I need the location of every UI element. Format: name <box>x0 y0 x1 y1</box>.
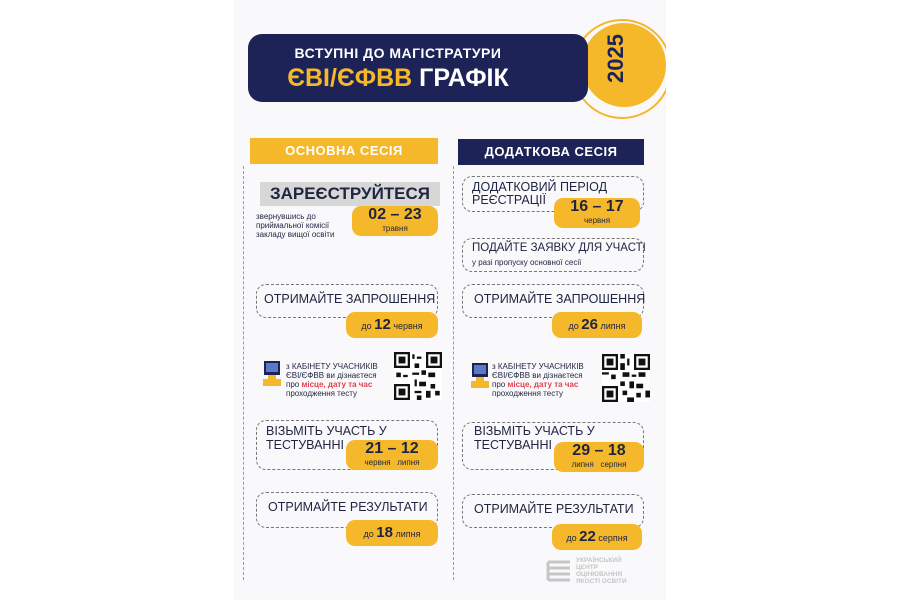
org-line-3: ОЦІНЮВАННЯ <box>576 571 623 578</box>
register-dates-pill <box>352 206 438 236</box>
main-results-month: липня <box>395 529 421 539</box>
main-testing-dates: 21 – 12 <box>365 440 419 457</box>
extra-session-title: ДОДАТКОВА СЕСІЯ <box>458 139 644 165</box>
extra-registration-pill <box>554 198 640 228</box>
extra-results-date: 22 <box>579 528 596 545</box>
extra-cabinet-text <box>492 362 612 398</box>
main-testing-title-1: ВІЗЬМІТЬ УЧАСТЬ У <box>266 424 387 438</box>
main-cabinet-line3 <box>286 380 404 389</box>
extra-results-pill <box>552 524 642 550</box>
extra-cabinet-line1: з КАБІНЕТУ УЧАСНИКІВ <box>492 362 584 371</box>
main-timeline <box>243 166 244 580</box>
header-title <box>248 64 548 93</box>
extra-testing-dates: 29 – 18 <box>572 442 626 459</box>
main-invitation-pill <box>346 312 438 338</box>
cabinet-icon <box>262 360 282 388</box>
main-results-title: ОТРИМАЙТЕ РЕЗУЛЬТАТИ <box>268 500 428 514</box>
main-cabinet-line1: з КАБІНЕТУ УЧАСНИКІВ <box>286 362 378 371</box>
main-testing-month-2: липня <box>397 458 420 467</box>
extra-qr-code[interactable] <box>602 354 650 402</box>
extra-registration-title-2: РЕЄСТРАЦІЇ <box>472 193 546 207</box>
main-testing-title-2: ТЕСТУВАННІ <box>266 438 344 452</box>
main-cabinet-line3-pre: про <box>286 380 300 389</box>
main-invitation-date: 12 <box>374 316 391 333</box>
header-title-highlight: ЄВІ/ЄФВВ <box>287 64 413 92</box>
main-testing-months <box>346 458 438 467</box>
extra-cabinet-line2: ЄВІ/ЄФВВ ви дізнаєтеся <box>492 371 583 380</box>
main-cabinet-line2: ЄВІ/ЄФВВ ви дізнаєтеся <box>286 371 377 380</box>
register-note: звернувшись до приймальної комісії закладу вищої освіти <box>256 212 335 239</box>
extra-registration-title-1: ДОДАТКОВИЙ ПЕРІОД <box>472 180 608 194</box>
extra-invitation-pill <box>552 312 642 338</box>
main-results-pill <box>346 520 438 546</box>
register-month: травня <box>382 224 408 233</box>
extra-results-title: ОТРИМАЙТЕ РЕЗУЛЬТАТИ <box>474 502 634 516</box>
extra-invitation-prefix: до <box>568 321 579 331</box>
extra-cabinet-line3-pre: про <box>492 380 506 389</box>
extra-testing-title-1: ВІЗЬМІТЬ УЧАСТЬ У <box>474 424 595 438</box>
org-line-2: ЦЕНТР <box>576 564 599 571</box>
extra-results-month: серпня <box>598 533 628 543</box>
organization-name <box>576 557 627 585</box>
main-qr-code[interactable] <box>394 352 442 400</box>
main-cabinet-text <box>286 362 404 398</box>
schedule-poster <box>234 0 666 600</box>
main-cabinet-line4: проходження тесту <box>286 389 357 398</box>
extra-cabinet-line3 <box>492 380 612 389</box>
extra-invitation-month: липня <box>600 321 626 331</box>
extra-registration-month: червня <box>583 216 611 225</box>
main-testing-month-1: червня <box>364 458 391 467</box>
organization-logo-icon <box>546 556 572 586</box>
year-label: 2025 <box>603 34 628 83</box>
extra-cabinet-line3-hl: місце, дату та час <box>507 380 579 389</box>
org-line-1: УКРАЇНСЬКИЙ <box>576 557 622 564</box>
main-invitation-prefix: до <box>361 321 372 331</box>
register-title: ЗАРЕЄСТРУЙТЕСЯ <box>260 182 440 206</box>
org-line-4: ЯКОСТІ ОСВІТИ <box>576 578 627 585</box>
main-results-prefix: до <box>363 529 374 539</box>
extra-invitation-date: 26 <box>581 316 598 333</box>
extra-apply-title: ПОДАЙТЕ ЗАЯВКУ ДЛЯ УЧАСТІ <box>472 242 646 254</box>
main-results-date: 18 <box>376 524 393 541</box>
main-testing-pill <box>346 440 438 470</box>
main-session-title: ОСНОВНА СЕСІЯ <box>250 138 438 164</box>
cabinet-icon <box>470 362 490 390</box>
extra-results-prefix: до <box>566 533 577 543</box>
header-banner <box>248 34 588 102</box>
main-cabinet-line3-hl: місце, дату та час <box>301 380 373 389</box>
header-subtitle: ВСТУПНІ ДО МАГІСТРАТУРИ <box>294 45 502 61</box>
extra-testing-month-2: серпня <box>600 460 627 469</box>
extra-registration-dates: 16 – 17 <box>570 198 624 215</box>
main-invitation-month: червня <box>393 321 423 331</box>
header-title-rest: ГРАФІК <box>419 64 509 92</box>
extra-timeline <box>453 166 454 580</box>
main-invitation-title: ОТРИМАЙТЕ ЗАПРОШЕННЯ <box>264 292 436 306</box>
register-dates: 02 – 23 <box>368 206 422 223</box>
extra-cabinet-line4: проходження тесту <box>492 389 563 398</box>
extra-testing-pill <box>554 442 644 472</box>
extra-testing-title-2: ТЕСТУВАННІ <box>474 438 552 452</box>
extra-testing-month-1: липня <box>571 460 594 469</box>
extra-apply-note: у разі пропуску основної сесії <box>472 258 582 267</box>
extra-invitation-title: ОТРИМАЙТЕ ЗАПРОШЕННЯ <box>474 292 646 306</box>
extra-testing-months <box>554 460 644 469</box>
